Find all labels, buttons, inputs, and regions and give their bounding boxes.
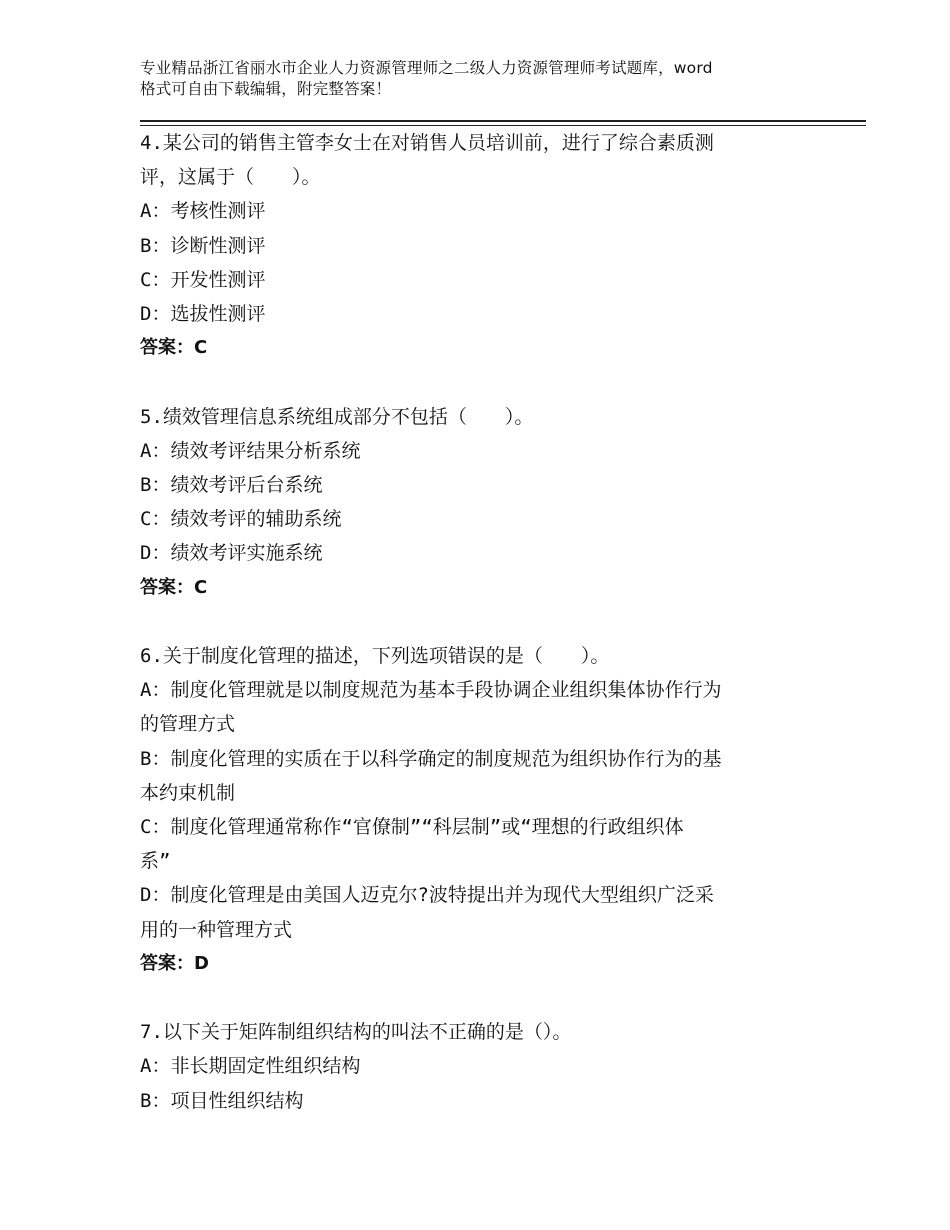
answer-option-line: C：制度化管理通常称作“官僚制”“科层制”或“理想的行政组织体 (140, 816, 684, 839)
question-block (140, 126, 866, 365)
question-list (140, 126, 866, 1118)
header-divider-top (140, 120, 866, 122)
answer-option-line: A：非长期固定性组织结构 (140, 1055, 361, 1078)
question-block (140, 400, 866, 605)
answer-option-line: A：考核性测评 (140, 200, 266, 223)
question-stem-line: 5.绩效管理信息系统组成部分不包括（ ）。 (140, 405, 534, 428)
answer-option-line: C：绩效考评的辅助系统 (140, 508, 342, 531)
document-header (140, 58, 830, 100)
answer-option-line: D：制度化管理是由美国人迈克尔?波特提出并为现代大型组织广泛采 (140, 884, 714, 907)
question-stem-line: 6.关于制度化管理的描述，下列选项错误的是（ ）。 (140, 645, 610, 668)
question-spacer (140, 365, 866, 399)
answer-option-line: D：选拔性测评 (140, 303, 266, 326)
answer-option-line: A：制度化管理就是以制度规范为基本手段协调企业组织集体协作行为 (140, 679, 722, 702)
answer-option-line: A：绩效考评结果分析系统 (140, 439, 361, 462)
answer-option-line: B：绩效考评后台系统 (140, 474, 323, 497)
question-spacer (140, 605, 866, 639)
answer-key: 答案：C (140, 337, 208, 359)
question-block (140, 639, 866, 981)
answer-option-line: D：绩效考评实施系统 (140, 542, 323, 565)
question-stem-line: 4.某公司的销售主管李女士在对销售人员培训前，进行了综合素质测 (140, 132, 714, 154)
answer-option-line: 的管理方式 (140, 713, 236, 736)
answer-key: 答案：D (140, 952, 209, 974)
answer-option-line: B：项目性组织结构 (140, 1089, 304, 1112)
answer-option-line: C：开发性测评 (140, 268, 266, 291)
header-line-2: 格式可自由下载编辑，附完整答案！ (140, 80, 392, 98)
header-line-1: 专业精品浙江省丽水市企业人力资源管理师之二级人力资源管理师考试题库，word (140, 59, 713, 77)
answer-option-line: B：制度化管理的实质在于以科学确定的制度规范为组织协作行为的基 (140, 747, 722, 770)
answer-option-line: 系” (140, 850, 171, 873)
answer-option-line: 本约束机制 (140, 781, 236, 804)
answer-option-line: 用的一种管理方式 (140, 918, 293, 941)
question-block (140, 1015, 866, 1118)
question-stem-line: 7.以下关于矩阵制组织结构的叫法不正确的是（）。 (140, 1021, 572, 1044)
question-spacer (140, 981, 866, 1015)
answer-key: 答案：C (140, 576, 208, 598)
answer-option-line: B：诊断性测评 (140, 234, 266, 257)
question-stem-line: 评，这属于（ ）。 (140, 166, 321, 189)
